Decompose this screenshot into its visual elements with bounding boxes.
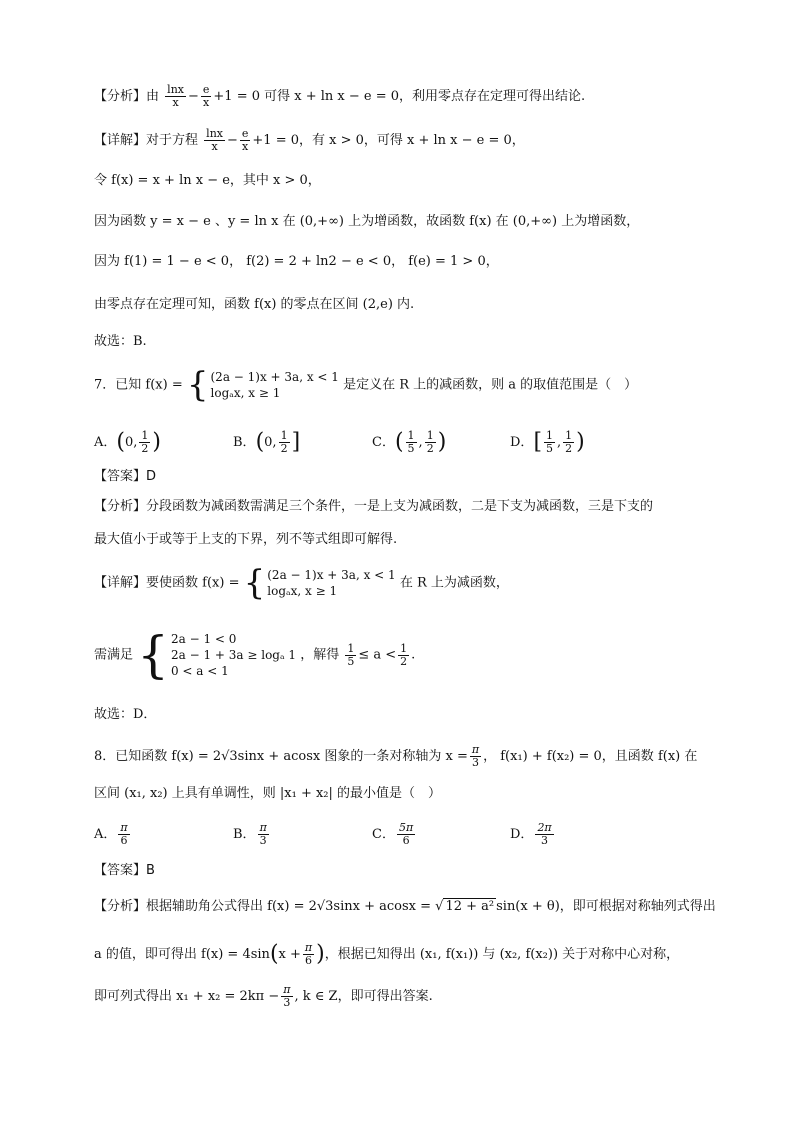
denominator: 3	[471, 756, 479, 769]
numerator: π	[120, 821, 128, 834]
text: 即可列式得出 x₁ + x₂ = 2kπ −	[94, 989, 280, 1004]
numerator: e	[241, 127, 249, 140]
text: 由	[146, 89, 160, 104]
text: 根据辅助角公式得出 f(x) = 2√3sinx + acosx =	[146, 899, 431, 914]
brace: {	[186, 365, 209, 405]
denominator: 5	[347, 654, 355, 668]
denominator: 2	[426, 442, 434, 455]
analysis-tag: 【分析】	[94, 89, 147, 104]
fraction	[139, 430, 150, 455]
radicand: 12 + a²	[445, 899, 495, 914]
case-row: 0 < a < 1	[170, 664, 229, 678]
fraction	[118, 822, 129, 847]
fraction	[281, 984, 292, 1009]
option-d[interactable]	[510, 822, 556, 847]
denominator: 6	[305, 954, 312, 967]
piecewise-function	[186, 365, 339, 405]
option-label: C．	[372, 827, 395, 842]
text: .	[411, 647, 416, 663]
analysis-line	[94, 498, 653, 516]
operator: ≤ a <	[358, 647, 397, 663]
option-value: 0,	[124, 435, 138, 450]
text-line: 故选：B.	[94, 334, 147, 349]
fraction	[345, 643, 356, 668]
inequality-system-line	[94, 626, 416, 684]
fraction	[165, 84, 186, 109]
numerator: 1	[407, 429, 415, 442]
question-stem: 8．已知函数 f(x) = 2√3sinx + acosx 图象的一条对称轴为 x =	[94, 749, 468, 764]
option-d[interactable]: D．[ $\frac{1}{5}$ , $\frac{1}{2}$ )	[510, 429, 585, 455]
option-label: A．	[94, 435, 117, 450]
option-label: B．	[233, 435, 256, 450]
denominator: 5	[546, 442, 554, 455]
text-line: 最大值小于或等于上支的下界，列不等式组即可解得.	[94, 532, 398, 547]
fraction	[470, 744, 481, 769]
case-row: 2a − 1 < 0	[170, 632, 237, 646]
option-c[interactable]: C．( $\frac{1}{5}$ , $\frac{1}{2}$ )	[372, 429, 447, 455]
text: +1 = 0，有 x > 0，可得 x + ln x − e = 0，	[252, 133, 525, 148]
analysis-line	[94, 898, 716, 916]
bracket: ]	[291, 429, 301, 455]
numerator: 1	[565, 429, 573, 442]
bracket: )	[437, 429, 447, 455]
answer-line: 【答案】B	[94, 863, 155, 878]
numerator: π	[471, 743, 480, 756]
text: , k ∈ Z，即可得出答案.	[294, 989, 433, 1004]
operator: −	[226, 133, 238, 148]
question-stem: 7．已知 f(x) =	[94, 377, 183, 393]
sqrt: √ 12 + a²	[435, 899, 495, 914]
denominator: 5	[407, 442, 415, 455]
fraction	[204, 128, 225, 153]
inequality-system	[137, 626, 297, 684]
fraction	[544, 430, 555, 455]
option-label: B．	[233, 827, 256, 842]
numerator: 1	[426, 429, 434, 442]
operator: −	[187, 89, 199, 104]
fraction	[279, 430, 290, 455]
text: 要使函数 f(x) =	[146, 575, 240, 591]
fraction	[398, 643, 409, 668]
analysis-line	[94, 942, 679, 967]
numerator: 1	[546, 429, 554, 442]
denominator: 2	[141, 442, 149, 455]
denominator: 2	[565, 442, 573, 455]
question-stem: ， f(x₁) + f(x₂) = 0，且函数 f(x) 在	[483, 749, 698, 764]
bracket: (	[116, 429, 125, 455]
text: sin(x + θ)，即可根据对称轴列式得出	[496, 899, 716, 914]
numerator: lnx	[206, 127, 223, 140]
option-b[interactable]	[233, 822, 271, 847]
denominator: 2	[280, 442, 288, 455]
numerator: e	[202, 83, 210, 96]
question-7	[94, 365, 638, 405]
detail-line-1	[94, 128, 525, 153]
fraction	[425, 430, 436, 455]
analysis-tag: 【分析】	[94, 499, 147, 514]
text: 在 R 上为减函数，	[399, 575, 509, 591]
denominator: 6	[402, 834, 410, 847]
text: 对于方程	[146, 133, 199, 148]
option-label: D．	[510, 435, 534, 450]
denominator: 6	[120, 834, 128, 847]
text: a 的值，即可得出 f(x) = 4sin	[94, 947, 270, 962]
analysis-tag: 【分析】	[94, 899, 147, 914]
bracket: [	[533, 429, 543, 455]
analysis-line	[94, 984, 433, 1009]
question-8	[94, 744, 697, 769]
denominator: 2	[400, 654, 408, 668]
denominator: x	[242, 140, 249, 153]
denominator: 3	[283, 996, 291, 1009]
numerator: lnx	[167, 83, 184, 96]
bracket: )	[576, 429, 585, 455]
bracket: (	[269, 941, 279, 967]
denominator: x	[211, 140, 218, 153]
fraction	[397, 822, 415, 847]
text-line: 由零点存在定理可知，函数 f(x) 的零点在区间 (2,e) 内.	[94, 297, 415, 312]
fraction	[258, 822, 269, 847]
bracket: )	[152, 429, 161, 455]
text: 需满足	[94, 647, 134, 663]
text-line: 令 f(x) = x + ln x − e，其中 x > 0，	[94, 173, 321, 188]
option-a[interactable]	[94, 822, 132, 847]
text: x +	[278, 947, 301, 962]
text-line: 因为函数 y = x − e 、y = ln x 在 (0,+∞) 上为增函数，故函数 f(x) 在 (0,+∞) 上为增函数，	[94, 214, 640, 229]
case-row: logₐx, x ≥ 1	[267, 584, 338, 598]
numerator: π	[304, 941, 313, 954]
denominator: x	[203, 96, 210, 109]
text: ，根据已知得出 (x₁, f(x₁)) 与 (x₂, f(x₂)) 关于对称中心对称，	[324, 947, 680, 962]
numerator: π	[259, 821, 267, 834]
piecewise-function	[243, 563, 396, 603]
denominator: x	[172, 96, 179, 109]
fraction	[240, 128, 251, 153]
brace: {	[243, 563, 266, 603]
analysis-line-1	[94, 84, 585, 109]
numerator: 5π	[398, 821, 414, 834]
case-row: logₐx, x ≥ 1	[210, 386, 281, 400]
numerator: 1	[347, 641, 355, 655]
answer-line: 【答案】D	[94, 469, 157, 484]
option-value: 0,	[264, 435, 277, 450]
numerator: 1	[141, 429, 149, 442]
case-row: (2a − 1)x + 3a, x < 1	[210, 370, 339, 384]
case-row: 2a − 1 + 3a ≥ logₐ 1	[170, 648, 297, 662]
bracket: (	[255, 429, 265, 455]
option-label: D．	[510, 827, 534, 842]
detail-tag: 【详解】	[94, 133, 147, 148]
numerator: π	[283, 983, 291, 996]
bracket: )	[316, 941, 325, 967]
denominator: 3	[259, 834, 267, 847]
numerator: 2π	[537, 821, 552, 834]
fraction	[201, 84, 212, 109]
text: ，解得	[300, 647, 340, 663]
detail-line	[94, 563, 509, 603]
detail-tag: 【详解】	[94, 575, 147, 591]
option-label: A．	[94, 827, 117, 842]
question-stem: 是定义在 R 上的减函数，则 a 的取值范围是（ ）	[343, 377, 638, 393]
fraction	[406, 430, 417, 455]
fraction	[563, 430, 574, 455]
text: +1 = 0 可得 x + ln x − e = 0，利用零点存在定理可得出结论.	[213, 89, 586, 104]
option-c[interactable]	[372, 822, 417, 847]
numerator: 1	[280, 429, 288, 442]
option-b[interactable]	[233, 430, 300, 455]
option-a[interactable]	[94, 430, 161, 455]
fraction	[303, 942, 314, 967]
bracket: (	[394, 429, 404, 455]
denominator: 3	[541, 834, 549, 847]
brace: {	[137, 626, 169, 684]
text-line: 故选：D．	[94, 707, 157, 722]
option-label: C．	[372, 435, 395, 450]
text: 分段函数为减函数需满足三个条件，一是上支为减函数，二是下支为减函数，三是下支的	[146, 499, 654, 514]
case-row: (2a − 1)x + 3a, x < 1	[267, 568, 396, 582]
text-line: 区间 (x₁, x₂) 上具有单调性，则 |x₁ + x₂| 的最小值是（ ）	[94, 786, 442, 801]
text-line: 因为 f(1) = 1 − e < 0， f(2) = 2 + ln2 − e < 0， f(e) = 1 > 0，	[94, 254, 499, 269]
fraction	[535, 822, 553, 847]
numerator: 1	[400, 641, 408, 655]
